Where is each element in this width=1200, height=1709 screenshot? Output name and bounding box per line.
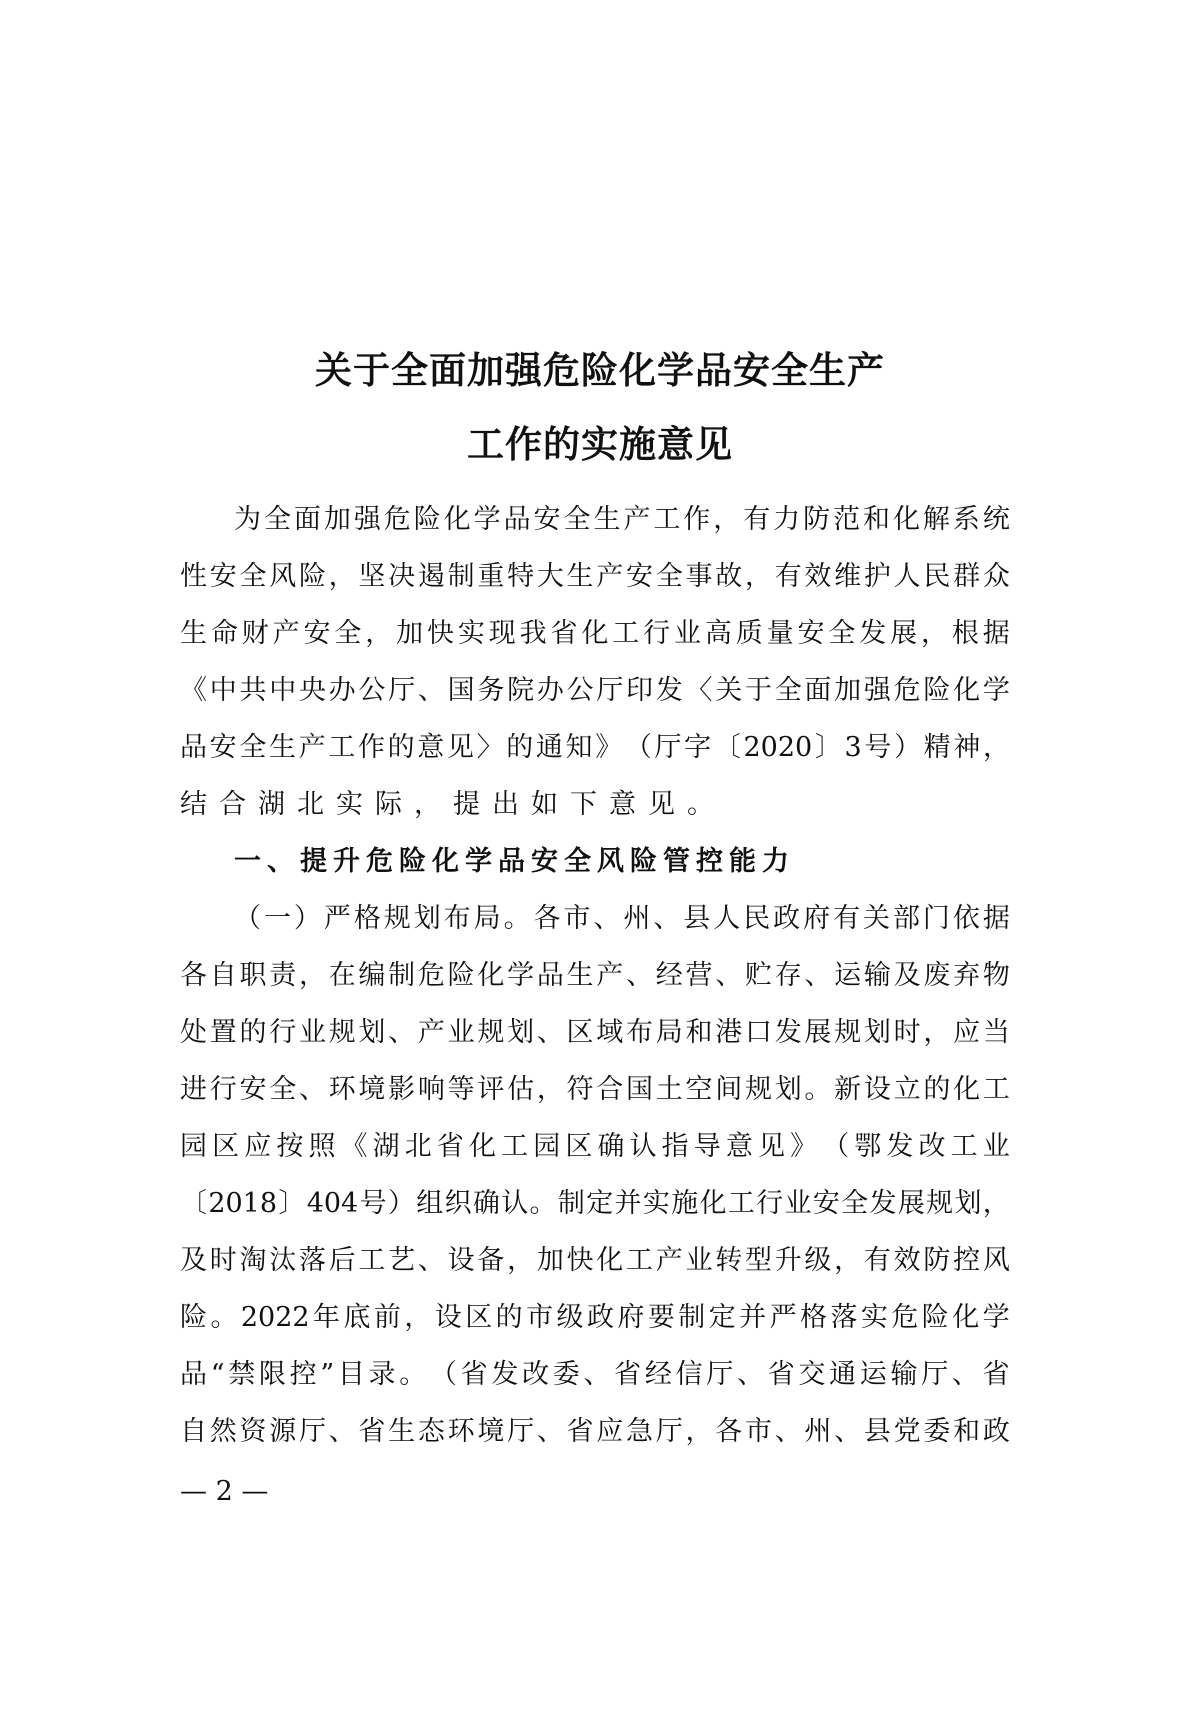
- document-title-line-2: 工作的实施意见: [467, 423, 733, 466]
- paragraph-line: 品 安 全 生 产 工 作 的 意 见 〉 的 通 知 》 （ 厅 字 〔 2020 〕 3 号 ） 精 神 ，: [180, 732, 1010, 763]
- paragraph-line: 《 中 共 中 央 办 公 厅 、 国 务 院 办 公 厅 印 发 〈 关 于 全 面 加 强 危 险 化 学: [180, 675, 1010, 706]
- paragraph-line: 为 全 面 加 强 危 险 化 学 品 安 全 生 产 工 作 ， 有 力 防 范 和 化 解 系 统: [234, 504, 1010, 535]
- paragraph-line: 险 。 2022 年 底 前 ， 设 区 的 市 级 政 府 要 制 定 并 严 格 落 实 危 险 化 学: [180, 1302, 1010, 1333]
- paragraph-line: 品 “ 禁 限 控 ” 目 录 。 （ 省 发 改 委 、 省 经 信 厅 、 省 交 通 运 输 厅 、 省: [180, 1359, 1010, 1390]
- paragraph-line: 及 时 淘 汰 落 后 工 艺 、 设 备 ， 加 快 化 工 产 业 转 型 升 级 ， 有 效 防 控 风: [180, 1245, 1010, 1276]
- page-number: — 2 —: [180, 1476, 269, 1507]
- document-title-line-1: 关于全面加强危险化学品安全生产: [315, 349, 885, 392]
- paragraph-line: （ 一 ） 严 格 规 划 布 局 。 各 市 、 州 、 县 人 民 政 府 有 关 部 门 依 据: [234, 903, 1010, 934]
- paragraph-line: 处 置 的 行 业 规 划 、 产 业 规 划 、 区 域 布 局 和 港 口 发 展 规 划 时 ， 应 当: [180, 1017, 1010, 1048]
- paragraph-line: 结合湖北实际，提出如下意见。: [180, 789, 726, 820]
- paragraph-line: 各 自 职 责 ， 在 编 制 危 险 化 学 品 生 产 、 经 营 、 贮 存 、 运 输 及 废 弃 物: [180, 960, 1010, 991]
- paragraph-line: 〔 2018 〕 404 号 ） 组 织 确 认 。 制 定 并 实 施 化 工 行 业 安 全 发 展 规 划 ，: [180, 1188, 1010, 1219]
- section-heading: 一、提升危险化学品安全风险管控能力: [234, 846, 795, 877]
- paragraph-line: 园 区 应 按 照 《 湖 北 省 化 工 园 区 确 认 指 导 意 见 》 （ 鄂 发 改 工 业: [180, 1131, 1010, 1162]
- paragraph-line: 生 命 财 产 安 全 ， 加 快 实 现 我 省 化 工 行 业 高 质 量 安 全 发 展 ， 根 据: [180, 618, 1010, 649]
- paragraph-line: 自 然 资 源 厅 、 省 生 态 环 境 厅 、 省 应 急 厅 ， 各 市 、 州 、 县 党 委 和 政: [180, 1416, 1010, 1447]
- paragraph-line: 性 安 全 风 险 ， 坚 决 遏 制 重 特 大 生 产 安 全 事 故 ， 有 效 维 护 人 民 群 众: [180, 561, 1010, 592]
- paragraph-line: 进 行 安 全 、 环 境 影 响 等 评 估 ， 符 合 国 土 空 间 规 划 。 新 设 立 的 化 工: [180, 1074, 1010, 1105]
